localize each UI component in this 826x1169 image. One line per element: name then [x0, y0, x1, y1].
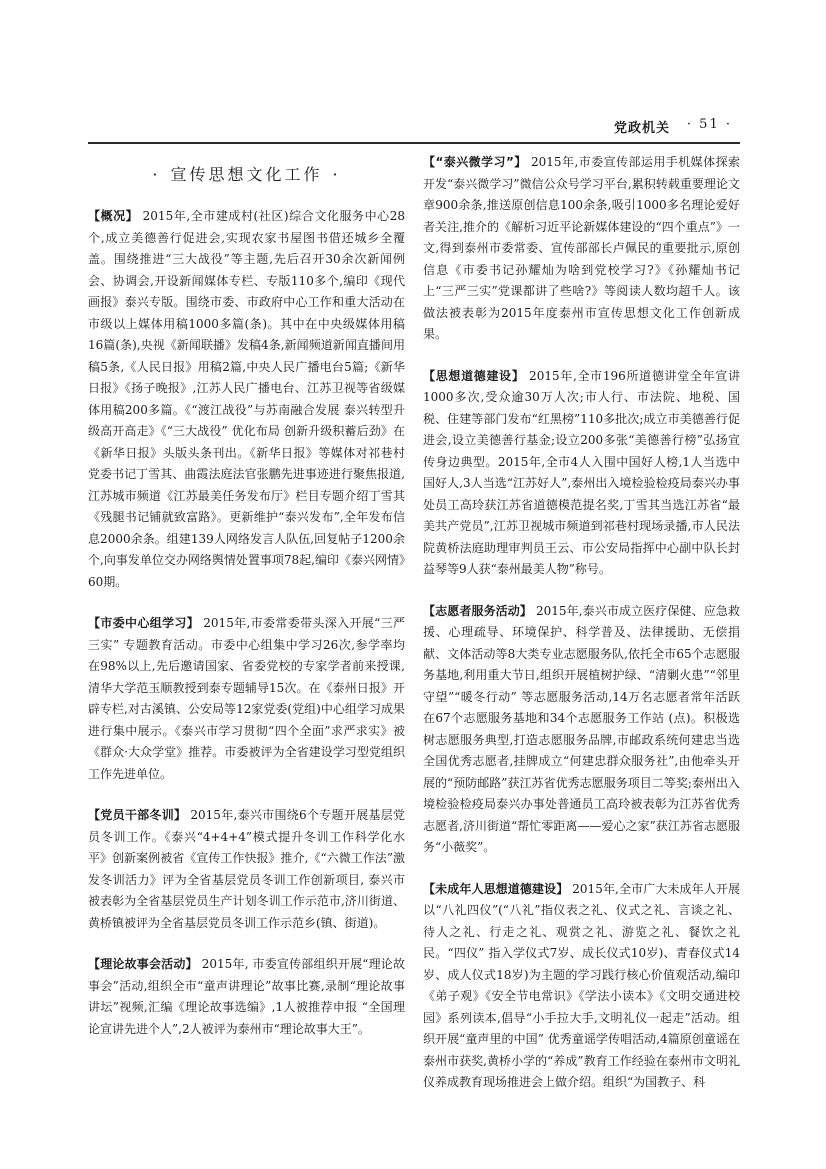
paragraph-theory-story — [88, 954, 405, 1040]
page-number: · 51 · — [686, 117, 732, 132]
paragraph-body: 2015年,全市建成村(社区)综合文化服务中心28个,成立美德善行促进会,实现农家书屋图书借还城乡全覆盖。围绕推进“三大战役”等主题,先后召开30余次新闻例会、协调会,开设新闻媒体专栏、专版110多个,编印《现代画报》泰兴专版。围绕市委、市政府中心工作和重大活动在市级以上媒体用稿1000多篇(条)。其中在中央级媒体用稿16篇(条),央视《新闻联播》发稿4条,新闻频道新闻直播间用稿5条,《人民日报》用稿2篇,中央人民广播电台5篇;《新华日报》《扬子晚报》,江苏人民广播电台、江苏卫视等省级媒体用稿200多篇。《“渡江战役”与苏南融合发展 泰兴转型升级高开高走》《“三大战役” 优化布局 创新升级积蓄后劲》在《新华日报》头版头条刊出。《新华日报》等媒体对祁巷村党委书记丁雪其、曲霞法庭法官张鹏先进事迹进行聚焦报道,江苏城市频道《江苏最美任务发布厅》栏目专题介绍丁雪其《残腿书记铺就致富路》。更新维护“泰兴发布”,全年发布信息2000余条。组建139人网络发言人队伍,回复帖子1200余个,向事发单位交办网络舆情处置事项78起,编印《泰兴网情》60期。 — [88, 209, 405, 589]
header-rule — [88, 142, 740, 144]
paragraph-body: 2015年,泰兴市围绕6个专题开展基层党员冬训工作。《泰兴“4+4+4”模式提升冬训工作科学化水平》创新案例被省《宣传工作快报》推介,《“六微工作法”激发冬训活力》评为全省基层党员冬训工作创新项目, 泰兴市被表彰为全省基层党员生产计划冬训工作示范市,济川街道、黄桥镇被评为全省基层党员冬训工作示范乡(镇、街道)。 — [88, 808, 405, 930]
paragraph-moral-construction — [423, 366, 740, 581]
paragraph-heading: 【“泰兴微学习”】 — [423, 155, 527, 169]
paragraph-minors-moral — [423, 879, 740, 1094]
title-bullet-left: · — [152, 165, 161, 184]
paragraph-micro-study — [423, 152, 740, 346]
section-title — [88, 162, 405, 188]
paragraph-winter-training — [88, 805, 405, 934]
paragraph-central-group-study — [88, 613, 405, 785]
right-column — [423, 152, 740, 1114]
paragraph-body: 2015年,全市广大未成年人开展以“八礼四仪”(“八礼”指仪表之礼、仪式之礼、言谈之礼、待人之礼、行走之礼、观赏之礼、游览之礼、餐饮之礼民。“四仪” 指入学仪式7岁、成长仪式10岁)、青春仪式14岁、成人仪式18岁)为主题的学习践行核心价值观活动,编印《弟子观》《安全节电常识》《学法小读本》《文明交通进校园》系列读本,倡导“小手拉大手,文明礼仪一起走”活动。组织开展“童声里的中国” 优秀童谣学传唱活动,4篇原创童谣在泰州市获奖,黄桥小学的“养成”教育工作经验在泰州市文明礼仪养成教育现场推进会上做介绍。组织“为国教子、科 — [423, 881, 740, 1089]
paragraph-heading: 【志愿者服务活动】 — [423, 603, 533, 618]
paragraph-heading: 【思想道德建设】 — [423, 368, 525, 383]
paragraph-volunteer-service — [423, 601, 740, 859]
section-title-text: 宣传思想文化工作 — [170, 165, 323, 184]
paragraph-heading: 【概况】 — [88, 209, 139, 223]
paragraph-body: 2015年, 市委宣传部组织开展“理论故事会”活动,组织全市“童声讲理论”故事比赛,录制“理论故事讲坛”视频,汇编《理论故事选编》,1人被推荐申报 “全国理论宣讲先进个人”,2人被评为泰州市“理论故事大王”。 — [88, 957, 405, 1036]
paragraph-heading: 【党员干部冬训】 — [88, 808, 187, 822]
running-header — [88, 117, 740, 139]
paragraph-body: 2015年,全市196所道德讲堂全年宣讲1000多次,受众逾30万人次;市人行、市法院、地税、国税、住建等部门发布“红黑榜”110多批次;成立市美德善行促进会,设立美德善行基金;设立200多张“美德善行榜”弘扬宣传身边典型。2015年,全市4人入围中国好人榜,1人当选中国好人,3人当选“江苏好人”,泰州出入境检验检疫局泰兴办事处员工高玲获江苏省道德模范提名奖,丁雪其当选江苏省“最美共产党员”,江苏卫视城市频道到祁巷村现场录播,市人民法院黄桥法庭助理审判员王云、市公安局指挥中心副中队长封益琴等9人获“泰州最美人物”称号。 — [423, 368, 740, 576]
paragraph-heading: 【理论故事会活动】 — [88, 957, 198, 971]
paragraph-heading: 【市委中心组学习】 — [88, 616, 200, 630]
paragraph-body: 2015年,泰兴市成立医疗保健、应急救援、心理疏导、环境保护、科学普及、法律援助、无偿捐献、文体活动等8大类专业志愿服务队,依托全市65个志愿服务基地,利用重大节日,组织开展植树护绿、“清剿火患”“邻里守望”“暖冬行动” 等志愿服务活动,14万名志愿者常年活跃在67个志愿服务基地和34个志愿服务工作站 (点)。积极选树志愿服务典型,打造志愿服务品牌,市邮政系统何建忠当选全国优秀志愿者,挂牌成立“何建忠群众服务社”,由他牵头开展的“预防邮路”获江苏省优秀志愿服务项目二等奖;泰州出入境检验检疫局泰兴办事处普通员工高玲被表彰为江苏省优秀志愿者,济川街道“帮忙零距离——爱心之家”获江苏省志愿服务“小薇奖”。 — [423, 603, 740, 854]
paragraph-body: 2015年,市委常委带头深入开展“三严三实” 专题教育活动。市委中心组集中学习26次,参学率均在98%以上,先后邀请国家、省委党校的专家学者前来授课,清华大学范玉顺教授到泰专题辅导15次。在《泰州日报》开辟专栏,对古溪镇、公安局等12家党委(党组)中心组学习成果进行集中展示。《泰兴市学习贯彻“四个全面”求严求实》被《群众·大众学堂》推荐。市委被评为全省建设学习型党组织工作先进单位。 — [88, 616, 405, 781]
left-column — [88, 152, 405, 1060]
paragraph-body: 2015年,市委宣传部运用手机媒体探索开发“泰兴微学习”微信公众号学习平台,累积转载重要理论文章900余条,推送原创信息100余条,吸引1000多名理论爱好者关注,推介的《解析习近平论新媒体建设的“四个重点”》一文,得到泰州市委常委、宣传部部长卢佩民的重要批示,原创信息《市委书记孙耀灿为啥到党校学习?》《孙耀灿书记上“三严三实”党课都讲了些啥?》等阅读人数均超千人。该做法被表彰为2015年度泰州市宣传思想文化工作创新成果。 — [423, 155, 741, 341]
paragraph-overview — [88, 206, 405, 593]
header-section-title: 党政机关 — [613, 121, 670, 136]
title-bullet-right: · — [332, 165, 341, 184]
paragraph-heading: 【未成年人思想道德建设】 — [423, 881, 569, 896]
